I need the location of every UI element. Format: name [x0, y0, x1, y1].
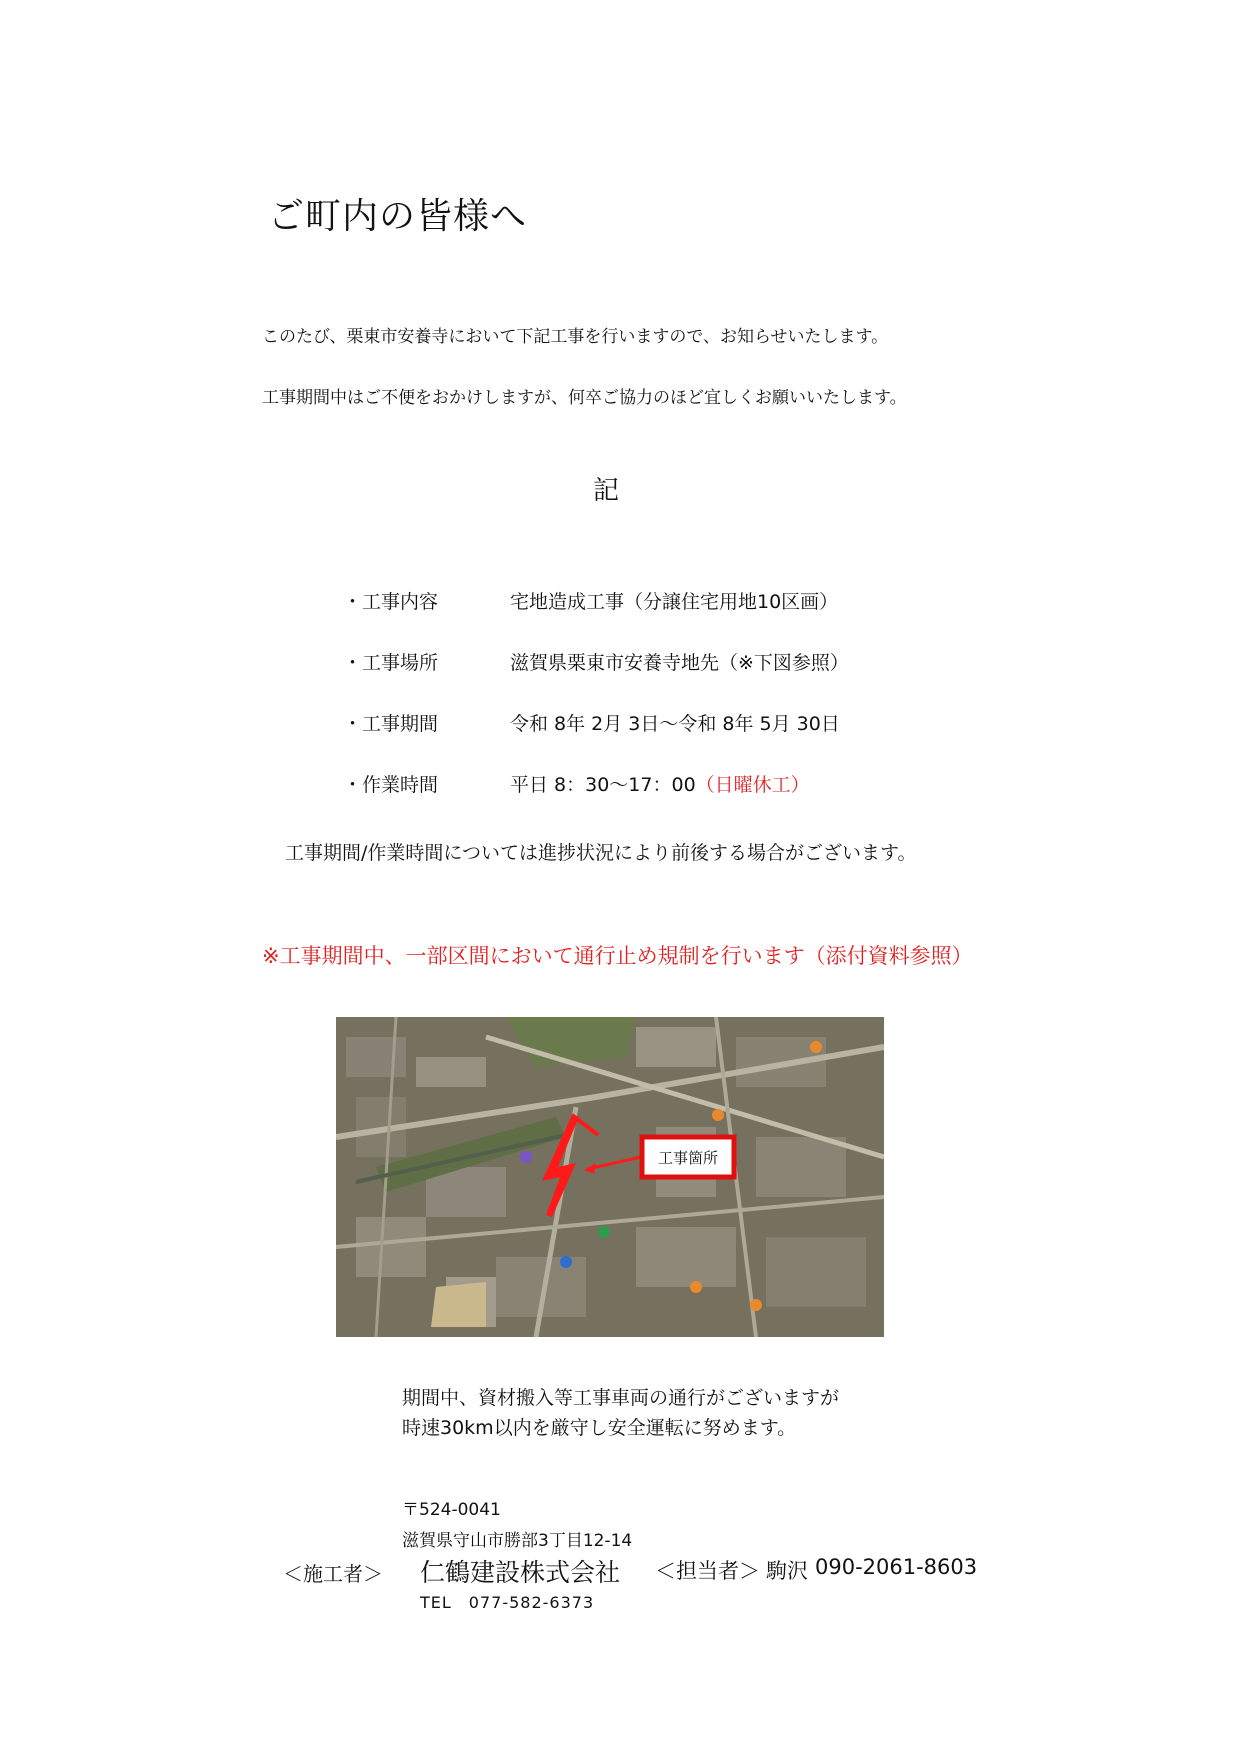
builder-company-name: 仁鶴建設株式会社: [420, 1558, 621, 1587]
intro-paragraph-1: このたび、栗東市安養寺において下記工事を行いますので、お知らせいたします。: [262, 327, 889, 347]
hours-text: 平日 8：30～17：00: [510, 774, 696, 796]
builder-telephone: TEL 077-582-6373: [420, 1593, 595, 1612]
contact-name: 駒沢: [766, 1559, 808, 1583]
item-value-period: 令和 8年 2月 3日～令和 8年 5月 30日: [510, 713, 840, 735]
item-value-location: 滋賀県栗東市安養寺地先（※下図参照）: [510, 652, 849, 674]
item-label-period: ・工事期間: [343, 713, 439, 735]
road-closure-notice: ※工事期間中、一部区間において通行止め規制を行います（添付資料参照）: [262, 944, 973, 968]
item-value-hours: [510, 770, 810, 797]
greeting-heading: ご町内の皆様へ: [268, 196, 528, 237]
item-value-content: 宅地造成工事（分譲住宅用地10区画）: [510, 591, 839, 613]
record-heading: 記: [593, 476, 620, 506]
item-label-hours: ・作業時間: [343, 774, 439, 796]
contact-phone: 090-2061-8603: [815, 1555, 978, 1579]
map-callout-label: 工事箇所: [657, 1149, 719, 1167]
site-map: [336, 1017, 884, 1337]
builder-postal-code: 〒524-0041: [402, 1500, 501, 1520]
caption-line-2: 時速30km以内を厳守し安全運転に努めます。: [402, 1417, 797, 1439]
contact-label: ＜担当者＞: [655, 1559, 760, 1583]
schedule-note: 工事期間/作業時間については進捗状況により前後する場合がございます。: [285, 842, 917, 864]
builder-label: ＜施工者＞: [283, 1562, 383, 1586]
builder-address: 滋賀県守山市勝部3丁目12-14: [402, 1531, 633, 1551]
caption-line-1: 期間中、資材搬入等工事車両の通行がございますが: [402, 1387, 840, 1409]
item-label-content: ・工事内容: [343, 591, 439, 613]
hours-holiday-note: （日曜休工）: [695, 774, 810, 796]
intro-paragraph-2: 工事期間中はご不便をおかけしますが、何卒ご協力のほど宜しくお願いいたします。: [262, 388, 907, 408]
item-label-location: ・工事場所: [343, 652, 439, 674]
